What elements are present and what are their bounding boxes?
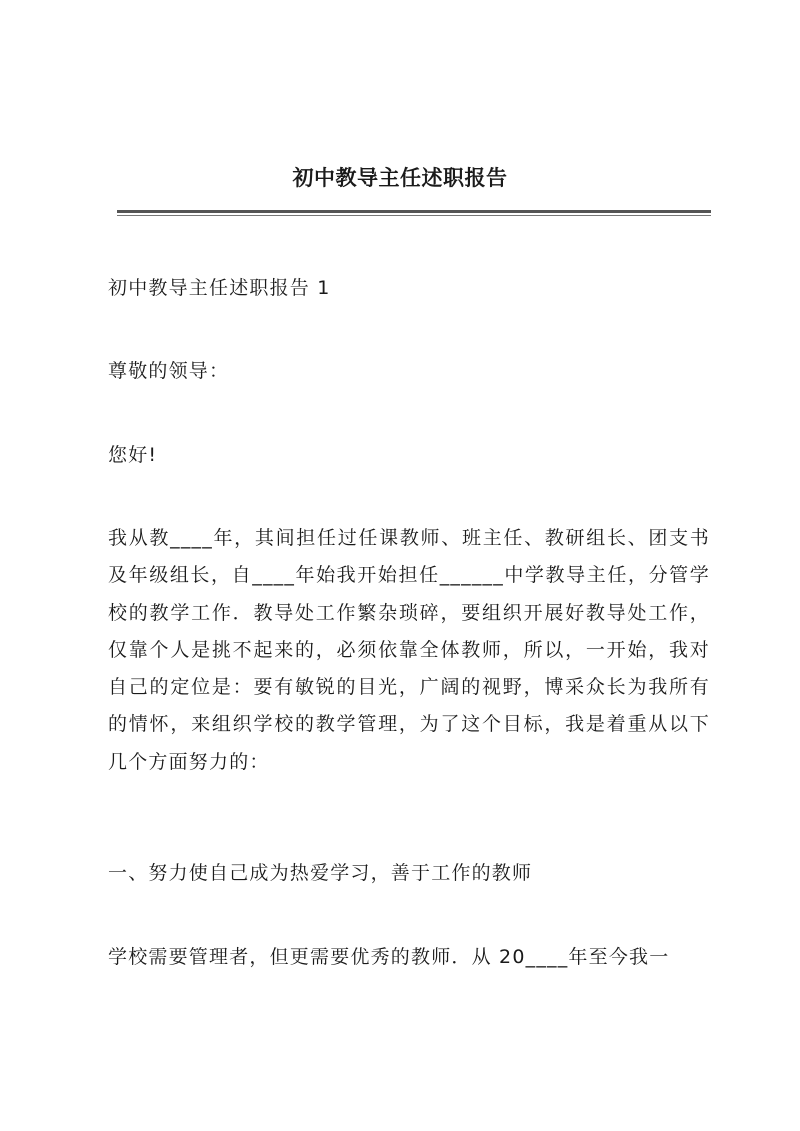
- section-heading-1: 一、努力使自己成为热爱学习，善于工作的教师: [108, 862, 533, 884]
- greeting: 您好!: [108, 444, 158, 466]
- salutation: 尊敬的领导：: [108, 360, 230, 382]
- document-title: 初中教导主任述职报告: [292, 165, 508, 190]
- body-paragraph-2: 学校需要管理者，但更需要优秀的教师．从 20____年至今我一: [108, 946, 670, 968]
- title-divider-thin: [117, 215, 711, 216]
- title-divider: [117, 210, 711, 213]
- report-subtitle: 初中教导主任述职报告 1: [108, 277, 331, 299]
- body-paragraph-1: 我从教____年，其间担任过任课教师、班主任、教研组长、团支书及年级组长，自____年始我开始担任______中学教导主任，分管学校的教学工作．教导处工作繁杂琐碎，要组织开展好教导处工作，仅靠个人是挑不起来的，必须依靠全体教师，所以，一开始，我对自己的定位是：要有敏锐的目光，广阔的视野，博采众长为我所有的情怀，来组织学校的教学管理，为了这个目标，我是着重从以下几个方面努力的：: [108, 527, 710, 773]
